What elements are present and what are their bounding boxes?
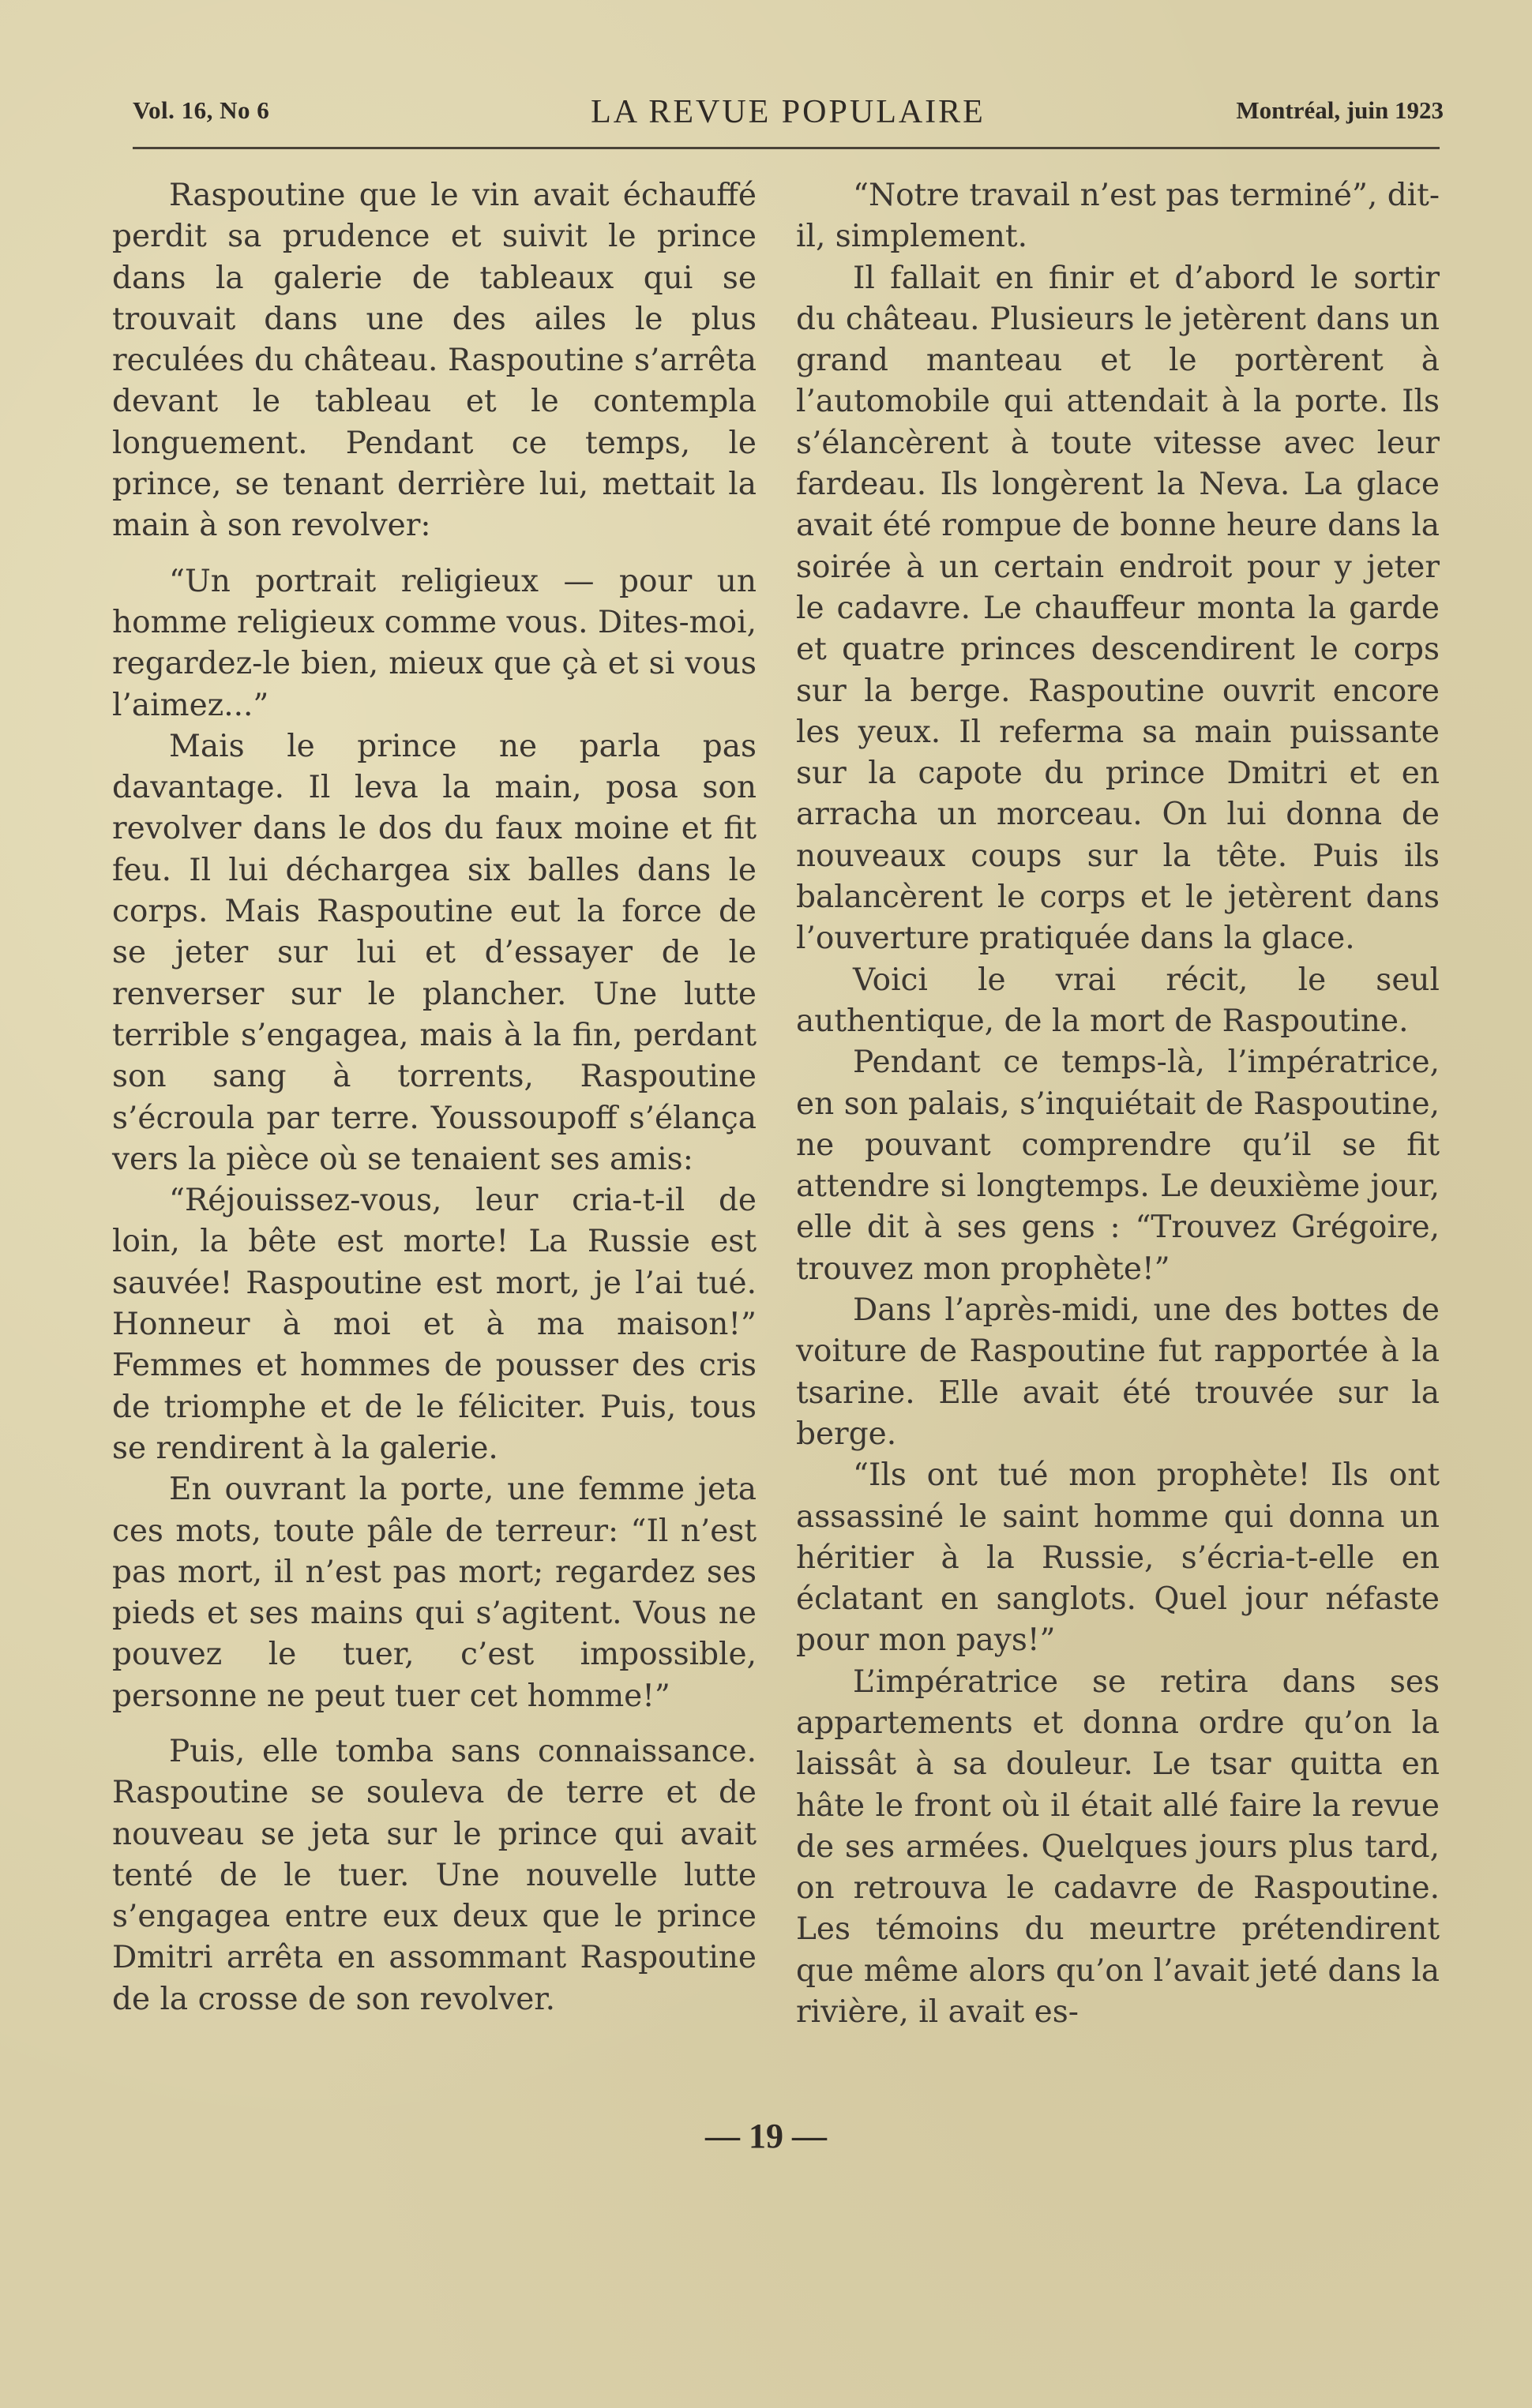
place-date: Montréal, juin 1923	[1236, 96, 1444, 124]
running-header	[133, 93, 1444, 137]
paragraph: Dans l’après-midi, une des bottes de voiture de Raspoutine fut rapportée à la tsarine. Elle avait été trouvée sur la berge.	[796, 1292, 1440, 1452]
paragraph: Puis, elle tomba sans connaissance. Raspoutine se souleva de terre et de nouveau se jeta sur le prince qui avait tenté de le tuer. Une nouvelle lutte s’engagea entre eux deux que le prince Dmitri arrêta en assommant Raspoutine de la crosse de son revolver.	[112, 1733, 757, 2017]
paragraph: “Notre travail n’est pas terminé”, dit-il, simplement.	[796, 178, 1440, 255]
paragraph: Voici le vrai récit, le seul authentique, de la mort de Raspoutine.	[796, 962, 1440, 1039]
page-number: — 19 —	[705, 2117, 827, 2155]
paragraph: Pendant ce temps-là, l’impératrice, en son palais, s’inquiétait de Raspoutine, ne pouvant comprendre qu’il se fit attendre si longtemps. Le deuxième jour, elle dit à ses gens : “Trouvez Grégoire, trouvez mon prophète!”	[796, 1045, 1440, 1287]
paragraph: Raspoutine que le vin avait échauffé perdit sa prudence et suivit le prince dans la galerie de tableaux qui se trouvait dans une des ailes le plus reculées du château. Raspoutine s’arrêta devant le tableau et le contempla longuement. Pendant ce temps, le prince, se tenant derrière lui, mettait la main à son revolver:	[112, 178, 757, 544]
publication-title: LA REVUE POPULAIRE	[591, 94, 986, 130]
header-rule	[133, 147, 1440, 149]
paragraph: “Ils ont tué mon prophète! Ils ont assassiné le saint homme qui donna un héritier à la Russie, s’écria-t-elle en éclatant en sanglots. Quel jour néfaste pour mon pays!”	[796, 1457, 1440, 1659]
paragraph: Il fallait en finir et d’abord le sortir du château. Plusieurs le jetèrent dans un grand manteau et le portèrent à l’automobile qui attendait à la porte. Ils s’élancèrent à toute vitesse avec leur fardeau. Ils longèrent la Neva. La glace avait été rompue de bonne heure dans la soirée à un certain endroit pour y jeter le cadavre. Le chauffeur monta la garde et quatre princes descendirent le corps sur la berge. Raspoutine ouvrit encore les yeux. Il referma sa main puissante sur la capote du prince Dmitri et en arracha un morceau. On lui donna de nouveaux coups sur la tête. Puis ils balancèrent le corps et le jetèrent dans l’ouverture pratiquée dans la glace.	[796, 260, 1440, 957]
volume-issue: Vol. 16, No 6	[133, 96, 270, 124]
paragraph: “Réjouissez-vous, leur cria-t-il de loin, la bête est morte! La Russie est sauvée! Raspoutine est mort, je l’ai tué. Honneur à moi et à ma maison!” Femmes et hommes de pousser des cris de triomphe et de le féliciter. Puis, tous se rendirent à la galerie.	[112, 1183, 757, 1466]
paragraph: “Un portrait religieux — pour un homme religieux comme vous. Dites-moi, regardez-le bien, mieux que çà et si vous l’aimez...”	[112, 563, 757, 723]
left-column	[112, 175, 757, 2020]
paragraph: L’impératrice se retira dans ses appartements et donna ordre qu’on la laissât à sa douleur. Le tsar quitta en hâte le front où il était allé faire la revue de ses armées. Quelques jours plus tard, on retrouva le cadavre de Raspoutine. Les témoins du meurtre prétendirent que même alors qu’on l’avait jeté dans la rivière, il avait es-	[796, 1663, 1440, 2031]
paragraph: Mais le prince ne parla pas davantage. Il leva la main, posa son revolver dans le dos du faux moine et fit feu. Il lui déchargea six balles dans le corps. Mais Raspoutine eut la force de se jeter sur lui et d’essayer de le renverser sur le plancher. Une lutte terrible s’engagea, mais à la fin, perdant son sang à torrents, Raspoutine s’écroula par terre. Youssoupoff s’élança vers la pièce où se tenaient ses amis:	[112, 728, 757, 1177]
right-column	[796, 175, 1440, 2033]
paragraph: En ouvrant la porte, une femme jeta ces mots, toute pâle de terreur: “Il n’est pas mort, il n’est pas mort; regardez ses pieds et ses mains qui s’agitent. Vous ne pouvez le tuer, c’est impossible, personne ne peut tuer cet homme!”	[112, 1472, 757, 1714]
